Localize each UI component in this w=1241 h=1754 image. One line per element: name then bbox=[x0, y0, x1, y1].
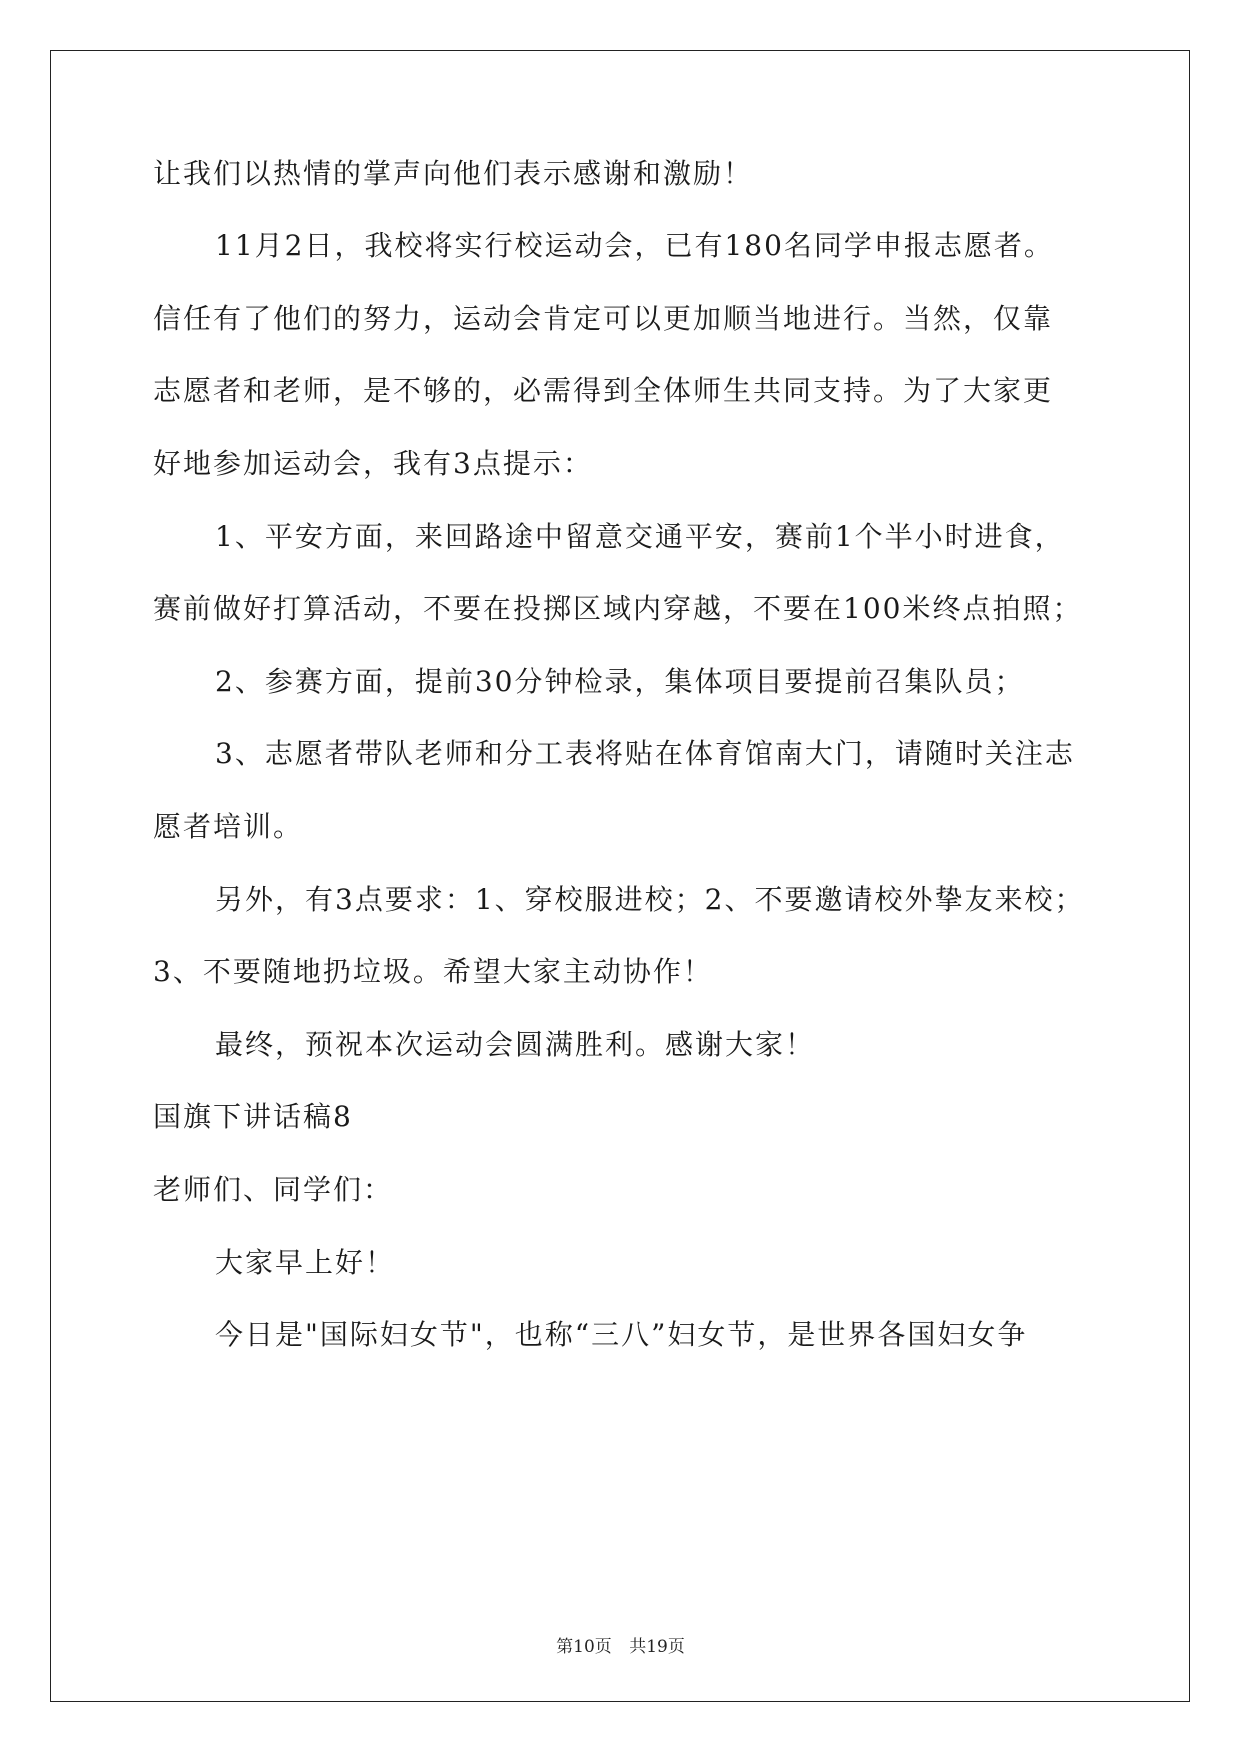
text-line: 2、参赛方面，提前30分钟检录，集体项目要提前召集队员； bbox=[215, 665, 1025, 698]
text-line: 志愿者和老师，是不够的，必需得到全体师生共同支持。为了大家更 bbox=[153, 374, 1054, 407]
text-line: 3、志愿者带队老师和分工表将贴在体育馆南大门，请随时关注志 bbox=[215, 737, 1075, 770]
page-total: 共19页 bbox=[629, 1637, 685, 1657]
page-frame bbox=[50, 50, 1190, 1702]
section-heading: 国旗下讲话稿8 bbox=[153, 1100, 353, 1133]
text-line: 愿者培训。 bbox=[153, 810, 304, 843]
text-line: 好地参加运动会，我有3点提示： bbox=[153, 447, 593, 480]
text-line: 赛前做好打算活动，不要在投掷区域内穿越，不要在100米终点拍照； bbox=[153, 592, 1083, 625]
text-line: 今日是"国际妇女节"，也称“三八”妇女节，是世界各国妇女争 bbox=[215, 1318, 1028, 1351]
salutation: 老师们、同学们： bbox=[153, 1173, 394, 1206]
text-line: 另外，有3点要求：1、穿校服进校；2、不要邀请校外挚友来校； bbox=[215, 883, 1085, 916]
text-line: 1、平安方面，来回路途中留意交通平安，赛前1个半小时进食， bbox=[215, 520, 1065, 553]
text-line: 最终，预祝本次运动会圆满胜利。感谢大家！ bbox=[215, 1028, 816, 1061]
page-footer bbox=[0, 1632, 1241, 1657]
text-line: 11月2日，我校将实行校运动会，已有180名同学申报志愿者。 bbox=[215, 229, 1054, 262]
text-line: 让我们以热情的掌声向他们表示感谢和激励！ bbox=[153, 157, 754, 190]
text-line: 3、不要随地扔垃圾。希望大家主动协作！ bbox=[153, 955, 713, 988]
page-number: 第10页 bbox=[556, 1637, 612, 1657]
greeting: 大家早上好！ bbox=[215, 1246, 396, 1279]
text-line: 信任有了他们的努力，运动会肯定可以更加顺当地进行。当然，仅靠 bbox=[153, 302, 1054, 335]
